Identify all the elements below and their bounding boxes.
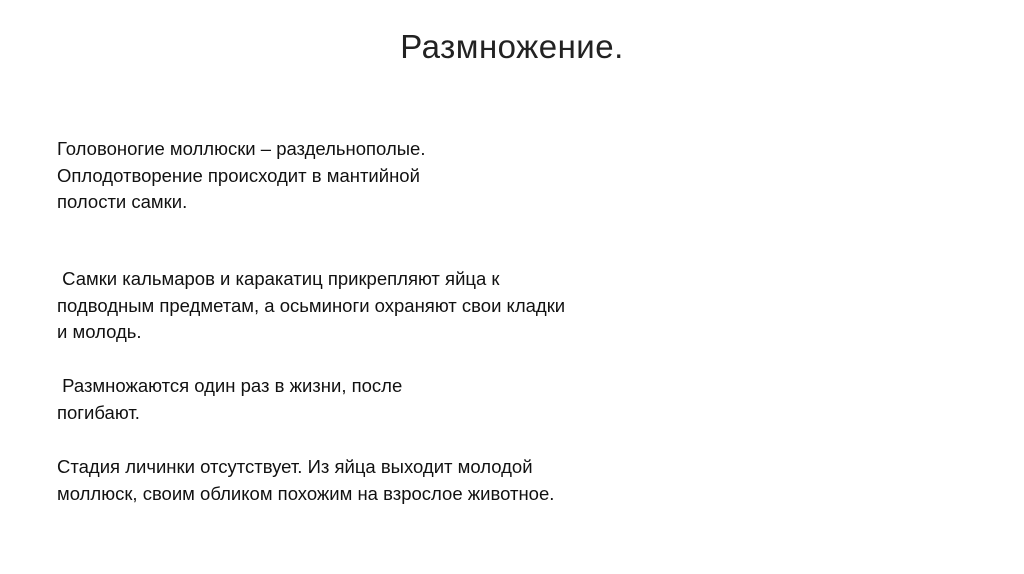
text-line: Размножаются один раз в жизни, после bbox=[57, 375, 403, 396]
paragraph-egg-laying bbox=[57, 266, 565, 346]
text-line: Стадия личинки отсутствует. Из яйца выходит молодой bbox=[57, 456, 533, 477]
text-line: погибают. bbox=[57, 401, 140, 423]
paragraph-no-larva bbox=[57, 454, 554, 507]
text-line: моллюск, своим обликом похожим на взрослое животное. bbox=[57, 482, 555, 504]
slide-title: Размножение. bbox=[400, 28, 624, 65]
text-line: Головоногие моллюски – раздельнополые. bbox=[57, 138, 426, 159]
paragraph-single-reproduction bbox=[57, 373, 402, 426]
text-line: полости самки. bbox=[57, 191, 188, 212]
paragraph-reproduction-sexes bbox=[57, 136, 425, 216]
text-line: подводным предметам, а осьминоги охраняют свои кладки bbox=[57, 294, 566, 316]
text-line: и молодь. bbox=[57, 321, 142, 342]
text-line: Самки кальмаров и каракатиц прикрепляют яйца к bbox=[57, 268, 500, 289]
text-line: Оплодотворение происходит в мантийной bbox=[57, 164, 420, 186]
